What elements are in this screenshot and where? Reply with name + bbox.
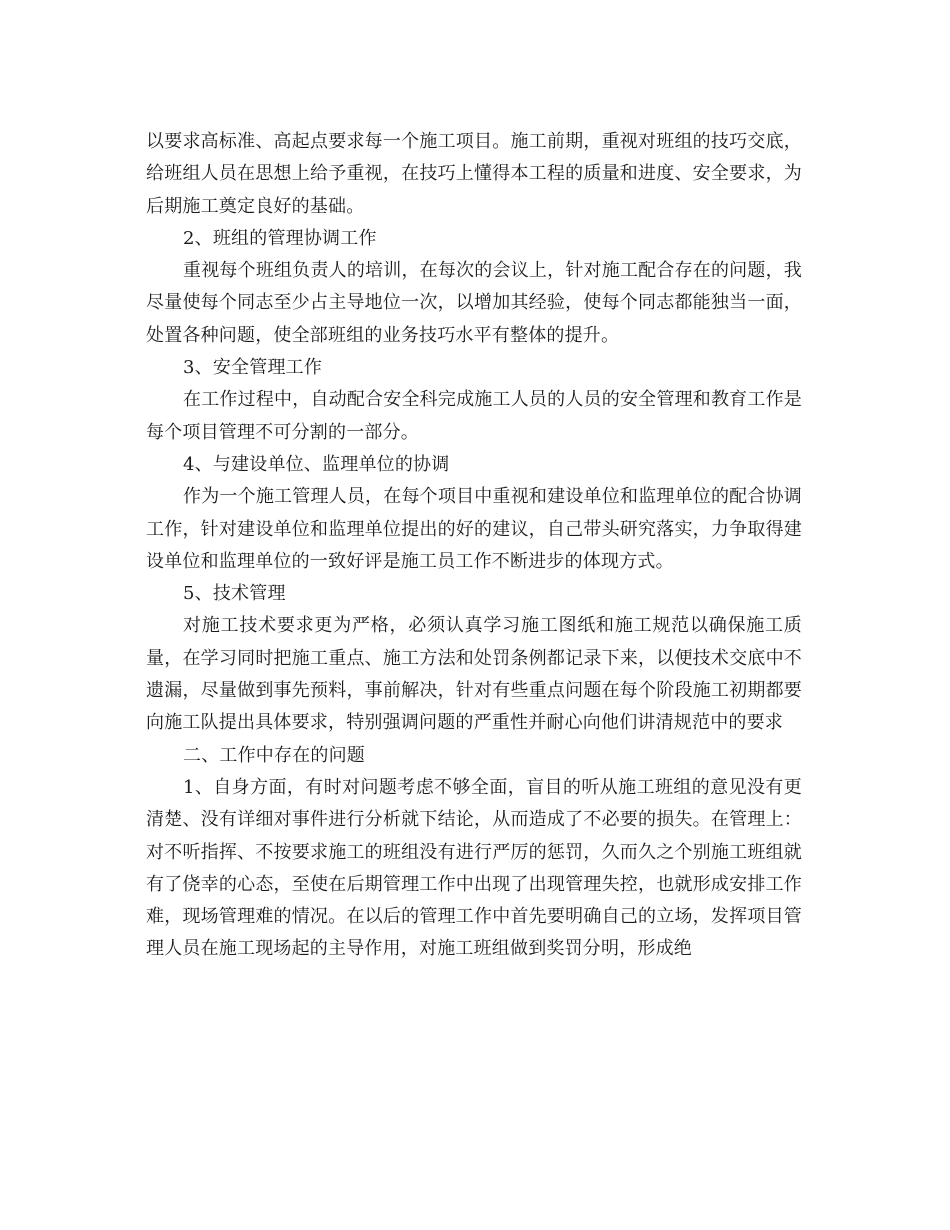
paragraph-safety: 在工作过程中，自动配合安全科完成施工人员的人员的安全管理和教育工作是每个项目管理不可分割的一部分。 (146, 389, 802, 443)
document-body (146, 126, 802, 966)
paragraph-team-coordination: 重视每个班组负责人的培训，在每次的会议上，针对施工配合存在的问题，我尽量使每个同志至少占主导地位一次，以增加其经验，使每个同志都能独当一面，处置各种问题，使全部班组的业务技巧水平有整体的提升。 (146, 260, 802, 346)
section-heading-safety: 3、安全管理工作 (183, 357, 323, 379)
section-heading-technical: 5、技术管理 (183, 583, 286, 605)
paragraph-technical: 对施工技术要求更为严格，必须认真学习施工图纸和施工规范以确保施工质量，在学习同时把施工重点、施工方法和处罚条例都记录下来，以便技术交底中不遗漏，尽量做到事先预料，事前解决，针对有些重点问题在每个阶段施工初期都要向施工队提出具体要求，特别强调问题的严重性并耐心向他们讲清规范中的要求 (146, 615, 802, 734)
paragraph-client-coordination: 作为一个施工管理人员，在每个项目中重视和建设单位和监理单位的配合协调工作，针对建设单位和监理单位提出的好的建议，自己带头研究落实，力争取得建设单位和监理单位的一致好评是施工员工作不断进步的体现方式。 (146, 486, 802, 572)
section-heading-client-coordination: 4、与建设单位、监理单位的协调 (183, 453, 450, 475)
section-heading-team-coordination: 2、班组的管理协调工作 (183, 227, 377, 249)
section-heading-problems: 二、工作中存在的问题 (183, 744, 365, 766)
paragraph-continuation: 以要求高标准、高起点要求每一个施工项目。施工前期，重视对班组的技巧交底，给班组人员在思想上给予重视，在技巧上懂得本工程的质量和进度、安全要求，为后期施工奠定良好的基础。 (146, 131, 802, 217)
paragraph-problems: 1、自身方面，有时对问题考虑不够全面，盲目的听从施工班组的意见没有更清楚、没有详细对事件进行分析就下结论，从而造成了不必要的损失。在管理上：对不听指挥、不按要求施工的班组没有进行严厉的惩罚，久而久之个别施工班组就有了侥幸的心态，至使在后期管理工作中出现了出现管理失控，也就形成安排工作难，现场管理难的情况。在以后的管理工作中首先要明确自己的立场，发挥项目管理人员在施工现场起的主导作用，对施工班组做到奖罚分明，形成绝 (146, 776, 802, 960)
